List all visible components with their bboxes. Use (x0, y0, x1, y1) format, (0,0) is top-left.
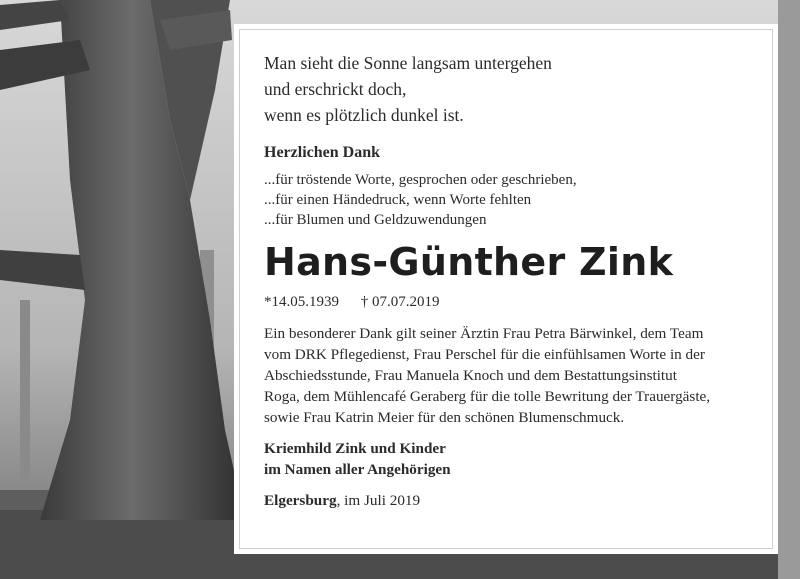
signoff (264, 438, 764, 480)
deceased-name: Hans-Günther Zink (264, 240, 674, 284)
death-date: † 07.07.2019 (360, 294, 440, 310)
poem (264, 50, 764, 128)
acknowledgement-line: sowie Frau Katrin Meier für den schönen Blumenschmuck. (264, 409, 625, 426)
poem-line: und erschrickt doch, (264, 79, 407, 99)
birth-date: *14.05.1939 (264, 294, 339, 310)
thanks-list (264, 170, 764, 230)
date-text: , im Juli 2019 (336, 492, 421, 509)
acknowledgement-line: vom DRK Pflegedienst, Frau Perschel für die einfühlsamen Worte in der (264, 346, 705, 363)
thanks-heading: Herzlichen Dank (264, 144, 380, 161)
life-dates (264, 294, 764, 311)
place-date (264, 492, 764, 510)
acknowledgement-line: Roga, dem Mühlencafé Geraberg für die tolle Bewritung der Trauergäste, (264, 388, 711, 405)
acknowledgement-text (264, 323, 764, 428)
thanks-item: ...für Blumen und Geldzuwendungen (264, 212, 487, 228)
acknowledgement-line: Ein besonderer Dank gilt seiner Ärztin Frau Petra Bärwinkel, dem Team (264, 325, 704, 342)
poem-line: Man sieht die Sonne langsam untergehen (264, 53, 552, 73)
signoff-line: Kriemhild Zink und Kinder (264, 440, 446, 457)
poem-line: wenn es plötzlich dunkel ist. (264, 105, 464, 125)
acknowledgement-line: Abschiedsstunde, Frau Manuela Knoch und dem Bestattungsinstitut (264, 367, 677, 384)
place-name: Elgersburg (264, 492, 337, 509)
thanks-item: ...für tröstende Worte, gesprochen oder geschrieben, (264, 172, 577, 188)
thanks-item: ...für einen Händedruck, wenn Worte fehlten (264, 192, 532, 208)
obituary-card (234, 24, 778, 554)
signoff-line: im Namen aller Angehörigen (264, 461, 451, 478)
obituary-content (264, 50, 764, 510)
